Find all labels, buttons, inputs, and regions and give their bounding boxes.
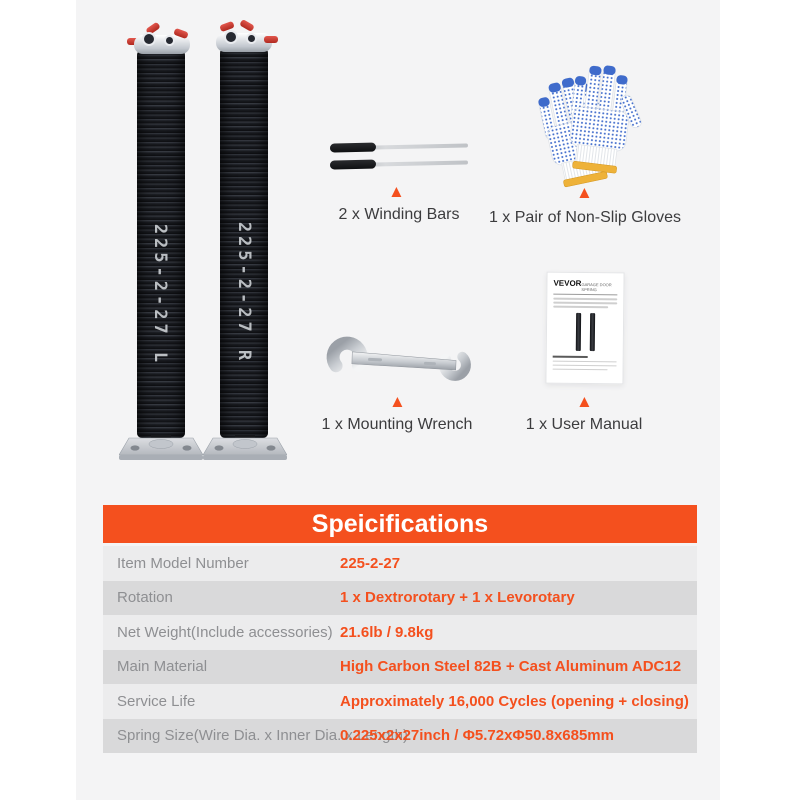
specifications-table	[103, 505, 697, 753]
specifications-title: Speicifications	[103, 505, 697, 543]
manual-text-line	[553, 364, 617, 366]
arrow-up-icon: ▲	[576, 183, 593, 202]
table-row	[103, 615, 697, 650]
manual-text-line	[553, 306, 608, 308]
spec-label: Service Life	[117, 692, 196, 710]
spec-value: 21.6lb / 9.8kg	[340, 623, 434, 641]
kit-item-label-manual: 1 x User Manual	[525, 416, 643, 433]
user-manual-illustration	[545, 272, 624, 385]
manual-heading-line	[553, 355, 588, 358]
stationary-cone-plate-left	[119, 435, 203, 465]
table-row	[103, 581, 697, 616]
manual-spring-image	[575, 312, 580, 350]
set-screw-icon	[264, 36, 278, 43]
table-row	[103, 684, 697, 719]
table-row	[103, 719, 697, 754]
kit-item-label-gloves: 1 x Pair of Non-Slip Gloves	[488, 209, 682, 226]
manual-text-line	[553, 298, 617, 300]
spec-label: Item Model Number	[117, 554, 249, 572]
winding-cone-right	[212, 24, 276, 54]
spring-right-stamp: 225-2-27 R	[234, 221, 254, 365]
cone-hole	[142, 32, 156, 46]
kit-item-label-wrench: 1 x Mounting Wrench	[321, 416, 473, 433]
spec-label: Net Weight(Include accessories)	[117, 623, 333, 641]
spec-value: 225-2-27	[340, 554, 401, 572]
non-slip-gloves-illustration	[538, 62, 650, 188]
manual-doc-title: GARAGE DOOR SPRING	[581, 281, 612, 293]
spec-label: Spring Size(Wire Dia. x Inner Dia. x Length)	[117, 727, 408, 745]
cone-hole	[164, 35, 175, 46]
arrow-up-icon: ▲	[388, 182, 405, 201]
winding-bars-illustration	[330, 140, 470, 176]
spec-label: Main Material	[117, 658, 208, 676]
manual-header	[553, 279, 617, 293]
table-row	[103, 546, 697, 581]
kit-item-label-winding-bars: 2 x Winding Bars	[338, 206, 460, 223]
manual-spring-image	[589, 313, 594, 351]
spec-value: Approximately 16,000 Cycles (opening + closing)	[340, 692, 689, 710]
winding-bar	[330, 160, 468, 167]
brand-logo: VEVOR	[553, 278, 582, 288]
winding-cone-left	[130, 26, 194, 56]
manual-text-line	[553, 302, 617, 304]
cone-hole	[224, 30, 238, 44]
winding-bar	[330, 143, 468, 150]
cone-hole	[246, 33, 257, 44]
spring-left-stamp: 225-2-27 L	[150, 223, 170, 367]
arrow-up-icon: ▲	[389, 392, 406, 411]
spec-label: Rotation	[117, 589, 173, 607]
glove-front	[564, 62, 649, 176]
manual-divider	[553, 294, 617, 296]
spec-value: High Carbon Steel 82B + Cast Aluminum ADC12	[340, 658, 682, 676]
specifications-rows	[103, 546, 697, 753]
arrow-up-icon: ▲	[576, 392, 593, 411]
spec-value: 0.225x2x27inch / Φ5.72xΦ50.8x685mm	[340, 727, 614, 745]
manual-text-line	[553, 368, 608, 370]
spec-value: 1 x Dextrorotary + 1 x Levorotary	[340, 589, 575, 607]
mounting-wrench-illustration	[319, 335, 481, 387]
stationary-cone-plate-right	[203, 435, 287, 465]
table-row	[103, 650, 697, 685]
manual-text-line	[553, 360, 617, 362]
manual-springs-figure	[553, 312, 617, 351]
